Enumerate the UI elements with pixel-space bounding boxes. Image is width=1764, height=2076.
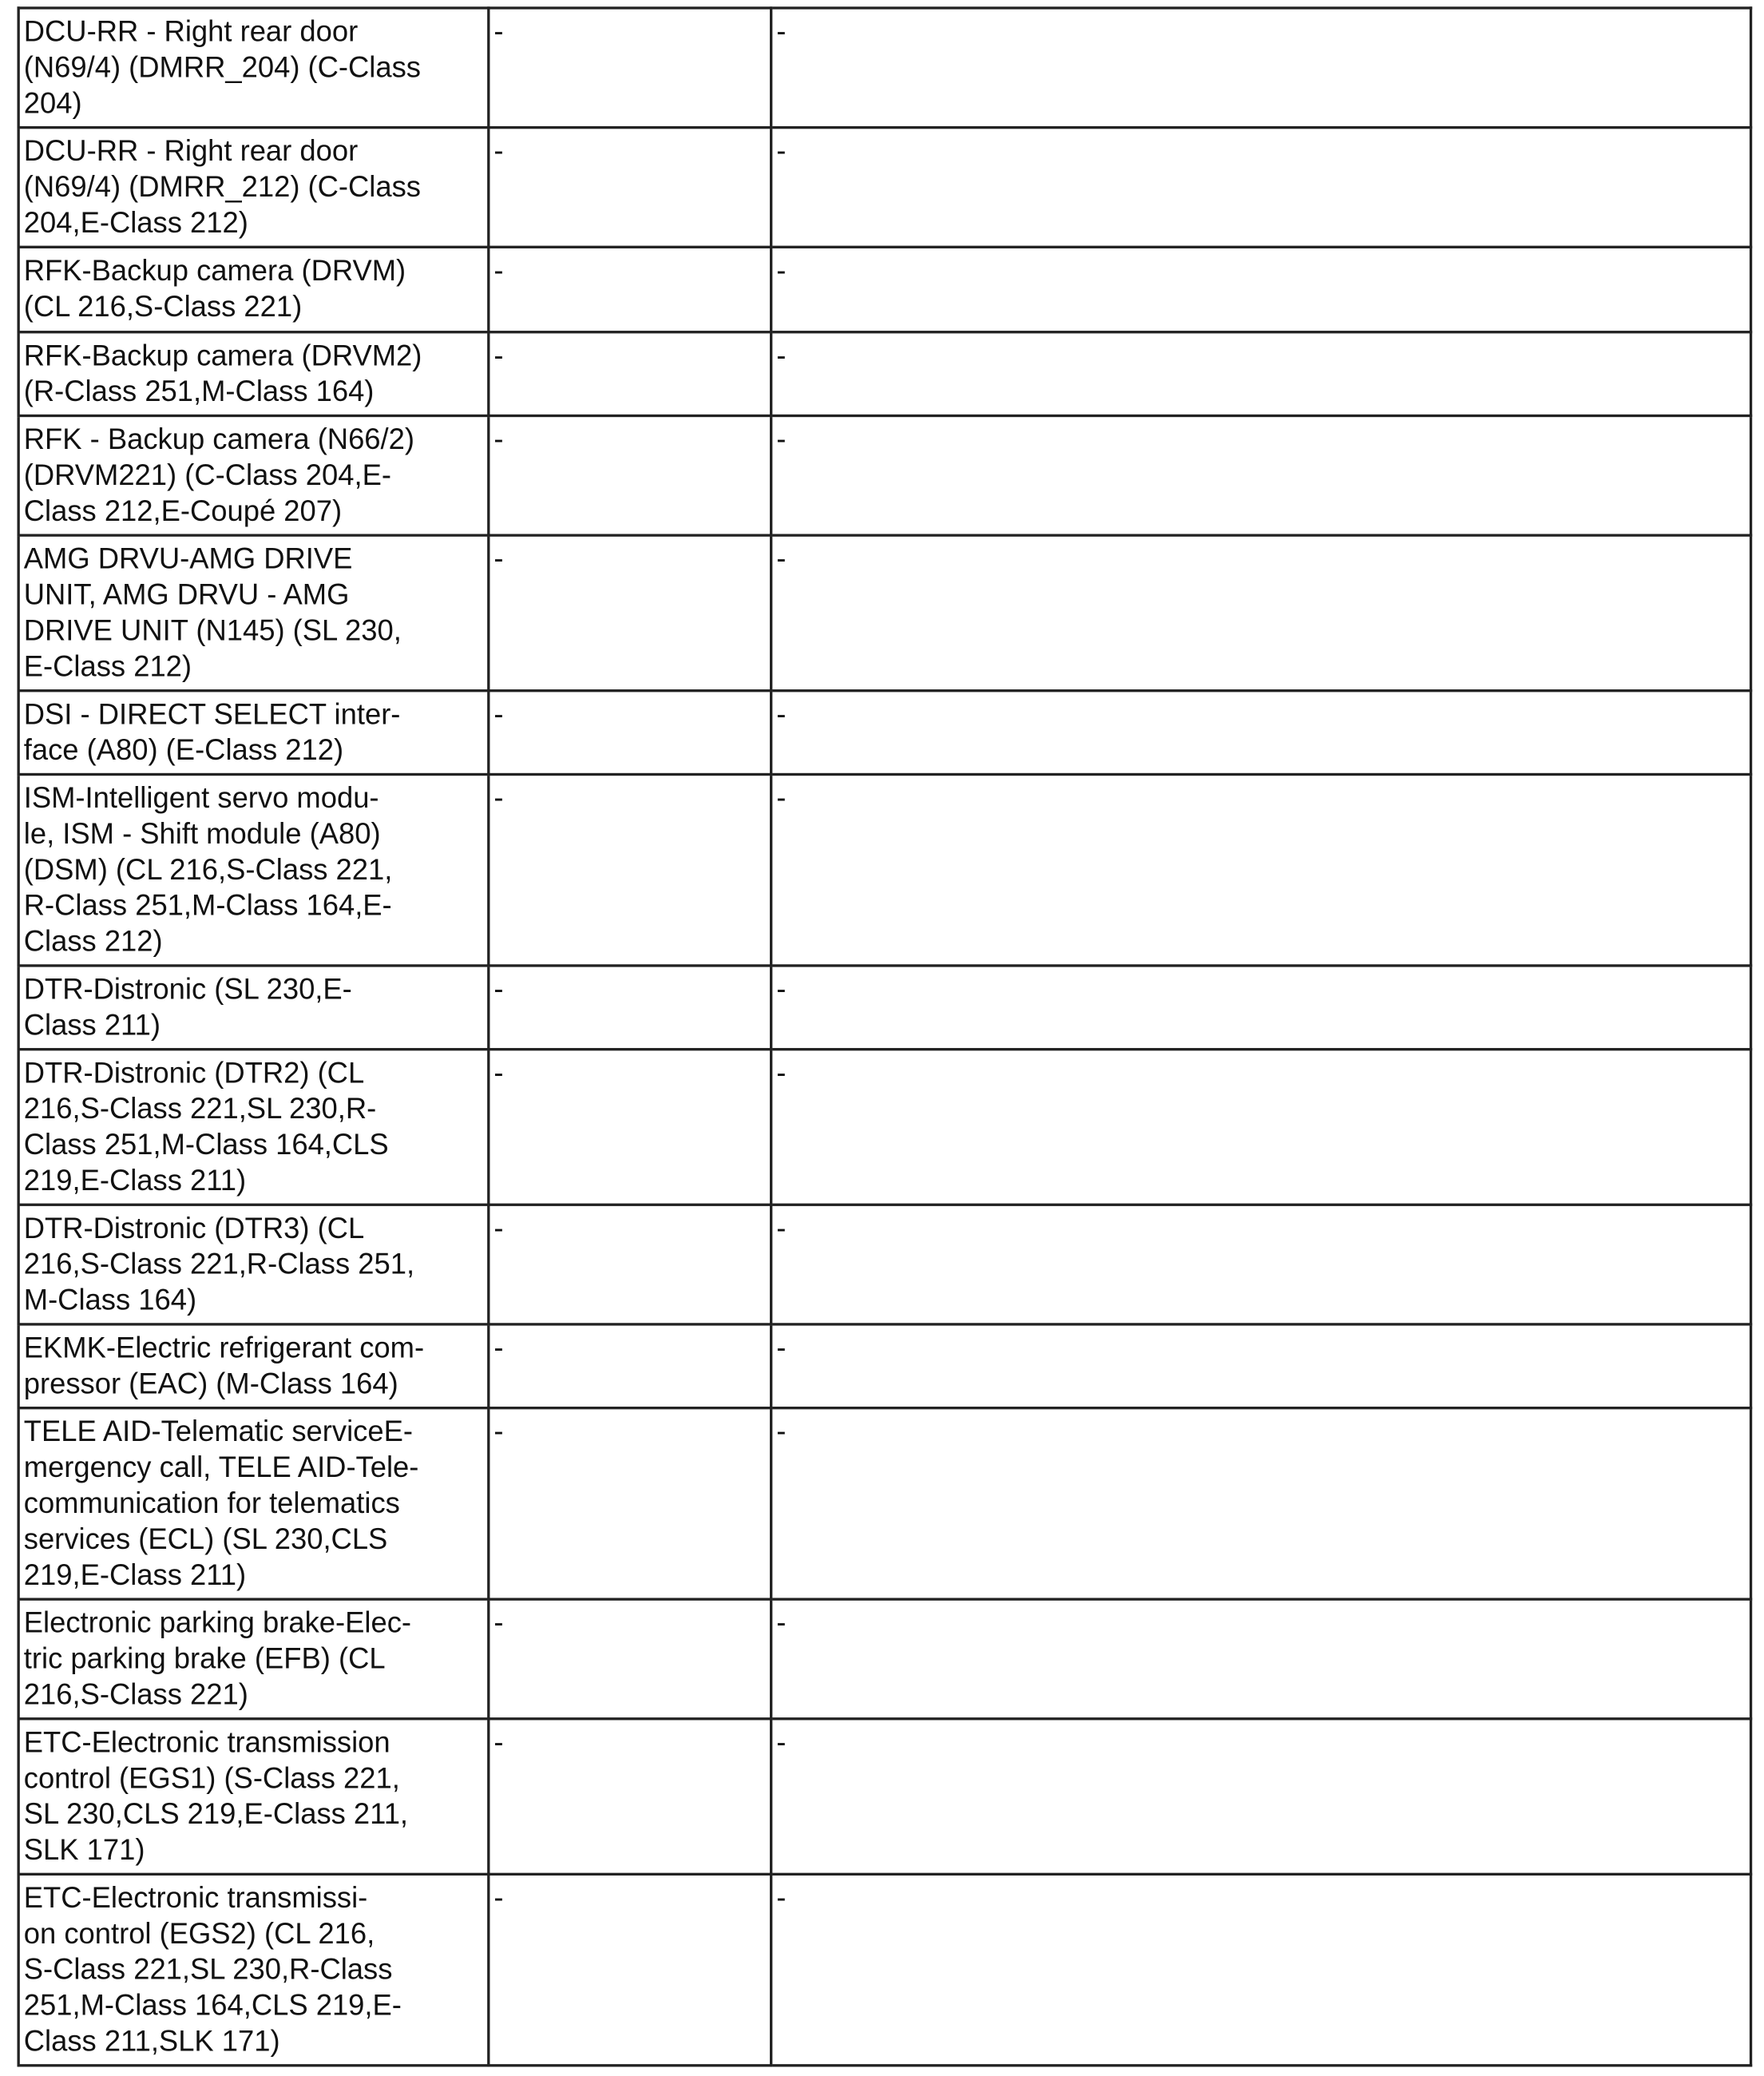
control-unit-text-line: (CL 216,S-Class 221) (23, 289, 303, 324)
control-unit-text-line: (DRVM221) (C-Class 204,E- (23, 458, 392, 492)
control-unit-cell (18, 1874, 489, 2065)
control-unit-text-line: TELE AID-Telematic serviceE- (23, 1414, 413, 1448)
control-unit-text-line: on control (EGS2) (CL 216, (23, 1916, 375, 1951)
table-row (18, 128, 1750, 248)
value-cell-3: - (771, 332, 1751, 416)
value-cell-2: - (489, 1324, 771, 1408)
value-cell-2: - (489, 8, 771, 128)
value-cell-2: - (489, 332, 771, 416)
control-unit-cell (18, 1205, 489, 1324)
control-unit-text-line: S-Class 221,SL 230,R-Class (23, 1952, 393, 1987)
value-cell-3: - (771, 691, 1751, 775)
control-unit-text-line: ETC-Electronic transmission (23, 1725, 390, 1759)
control-unit-text-line: SL 230,CLS 219,E-Class 211, (23, 1796, 409, 1831)
value-cell-3: - (771, 8, 1751, 128)
value-cell-3: - (771, 966, 1751, 1050)
control-unit-text-line: (R-Class 251,M-Class 164) (23, 374, 375, 408)
control-unit-text-line: (N69/4) (DMRR_212) (C-Class (23, 169, 422, 204)
control-unit-text-line: DTR-Distronic (DTR2) (CL (23, 1056, 365, 1090)
control-unit-cell (18, 8, 489, 128)
control-unit-text-line: le, ISM - Shift module (A80) (23, 816, 381, 851)
control-unit-cell (18, 1408, 489, 1599)
value-cell-3: - (771, 128, 1751, 248)
table-row (18, 1050, 1750, 1205)
control-unit-text-line: Class 212) (23, 924, 163, 958)
value-cell-2: - (489, 966, 771, 1050)
control-unit-text-line: ETC-Electronic transmissi- (23, 1880, 368, 1915)
value-cell-2: - (489, 247, 771, 331)
value-cell-3: - (771, 535, 1751, 691)
control-unit-text-line: AMG DRVU-AMG DRIVE (23, 542, 353, 576)
table-row (18, 1205, 1750, 1324)
value-cell-3: - (771, 1599, 1751, 1719)
value-cell-3: - (771, 415, 1751, 535)
value-cell-3: - (771, 1050, 1751, 1205)
value-cell-2: - (489, 1599, 771, 1719)
control-unit-text-line: 219,E-Class 211) (23, 1163, 247, 1197)
control-unit-cell (18, 415, 489, 535)
control-unit-text-line: DCU-RR - Right rear door (23, 14, 359, 48)
table-row (18, 1599, 1750, 1719)
control-unit-cell (18, 966, 489, 1050)
control-unit-text-line: R-Class 251,M-Class 164,E- (23, 888, 392, 923)
value-cell-2: - (489, 1205, 771, 1324)
control-unit-text-line: DSI - DIRECT SELECT inter- (23, 697, 401, 731)
table-body (18, 8, 1750, 2066)
control-unit-text-line: 216,S-Class 221,SL 230,R- (23, 1091, 377, 1125)
value-cell-2: - (489, 774, 771, 965)
table-row (18, 774, 1750, 965)
control-unit-text-line: communication for telematics (23, 1486, 400, 1520)
table-row (18, 8, 1750, 128)
control-unit-text-line: 251,M-Class 164,CLS 219,E- (23, 1988, 402, 2022)
control-unit-text-line: 219,E-Class 211) (23, 1558, 247, 1592)
control-unit-cell (18, 691, 489, 775)
table-row (18, 1408, 1750, 1599)
control-unit-text-line: Class 211,SLK 171) (23, 2024, 280, 2058)
table-row (18, 415, 1750, 535)
value-cell-3: - (771, 1408, 1751, 1599)
control-unit-text-line: Class 212,E-Coupé 207) (23, 494, 343, 528)
control-unit-text-line: (N69/4) (DMRR_204) (C-Class (23, 50, 422, 84)
table-row (18, 1719, 1750, 1875)
control-unit-cell (18, 1719, 489, 1875)
control-unit-text-line: EKMK-Electric refrigerant com- (23, 1331, 425, 1364)
control-unit-text-line: control (EGS1) (S-Class 221, (23, 1761, 400, 1795)
control-unit-text-line: 216,S-Class 221) (23, 1677, 248, 1711)
value-cell-3: - (771, 247, 1751, 331)
control-unit-text-line: face (A80) (E-Class 212) (23, 732, 344, 767)
control-unit-text-line: DCU-RR - Right rear door (23, 133, 359, 168)
table-row (18, 535, 1750, 691)
value-cell-2: - (489, 535, 771, 691)
control-unit-cell (18, 1324, 489, 1408)
table-row (18, 966, 1750, 1050)
control-unit-text-line: Electronic parking brake-Elec- (23, 1606, 412, 1640)
control-unit-text-line: DTR-Distronic (SL 230,E- (23, 972, 352, 1006)
table-row (18, 247, 1750, 331)
value-cell-3: - (771, 1324, 1751, 1408)
control-unit-cell (18, 535, 489, 691)
table-row (18, 332, 1750, 416)
control-unit-text-line: ISM-Intelligent servo modu- (23, 780, 379, 815)
control-unit-cell (18, 1050, 489, 1205)
control-unit-text-line: mergency call, TELE AID-Tele- (23, 1450, 419, 1484)
control-unit-text-line: RFK-Backup camera (DRVM) (23, 253, 406, 288)
control-unit-text-line: 204) (23, 86, 82, 120)
control-unit-text-line: pressor (EAC) (M-Class 164) (23, 1367, 398, 1400)
control-unit-cell (18, 247, 489, 331)
control-unit-text-line: (DSM) (CL 216,S-Class 221, (23, 852, 393, 887)
table-row (18, 1324, 1750, 1408)
control-unit-text-line: 204,E-Class 212) (23, 205, 248, 240)
control-unit-cell (18, 128, 489, 248)
value-cell-3: - (771, 1719, 1751, 1875)
value-cell-3: - (771, 774, 1751, 965)
value-cell-2: - (489, 1874, 771, 2065)
table-row (18, 1874, 1750, 2065)
control-unit-text-line: Class 251,M-Class 164,CLS (23, 1127, 389, 1161)
control-unit-text-line: RFK-Backup camera (DRVM2) (23, 339, 422, 372)
value-cell-3: - (771, 1874, 1751, 2065)
control-unit-text-line: Class 211) (23, 1008, 161, 1042)
value-cell-3: - (771, 1205, 1751, 1324)
table-row (18, 691, 1750, 775)
value-cell-2: - (489, 1050, 771, 1205)
control-unit-text-line: DRIVE UNIT (N145) (SL 230, (23, 613, 402, 647)
control-unit-cell (18, 1599, 489, 1719)
value-cell-2: - (489, 691, 771, 775)
control-unit-text-line: SLK 171) (23, 1832, 145, 1867)
control-unit-cell (18, 774, 489, 965)
value-cell-2: - (489, 128, 771, 248)
control-unit-text-line: DTR-Distronic (DTR3) (CL (23, 1211, 365, 1245)
value-cell-2: - (489, 1408, 771, 1599)
control-unit-text-line: RFK - Backup camera (N66/2) (23, 422, 414, 456)
control-unit-cell (18, 332, 489, 416)
value-cell-2: - (489, 1719, 771, 1875)
control-unit-text-line: E-Class 212) (23, 649, 192, 683)
control-unit-text-line: M-Class 164) (23, 1283, 197, 1316)
control-unit-text-line: services (ECL) (SL 230,CLS (23, 1522, 388, 1556)
control-unit-table (17, 6, 1752, 2066)
control-unit-text-line: 216,S-Class 221,R-Class 251, (23, 1247, 415, 1281)
control-unit-text-line: tric parking brake (EFB) (CL (23, 1641, 386, 1675)
value-cell-2: - (489, 415, 771, 535)
control-unit-text-line: UNIT, AMG DRVU - AMG (23, 578, 350, 611)
